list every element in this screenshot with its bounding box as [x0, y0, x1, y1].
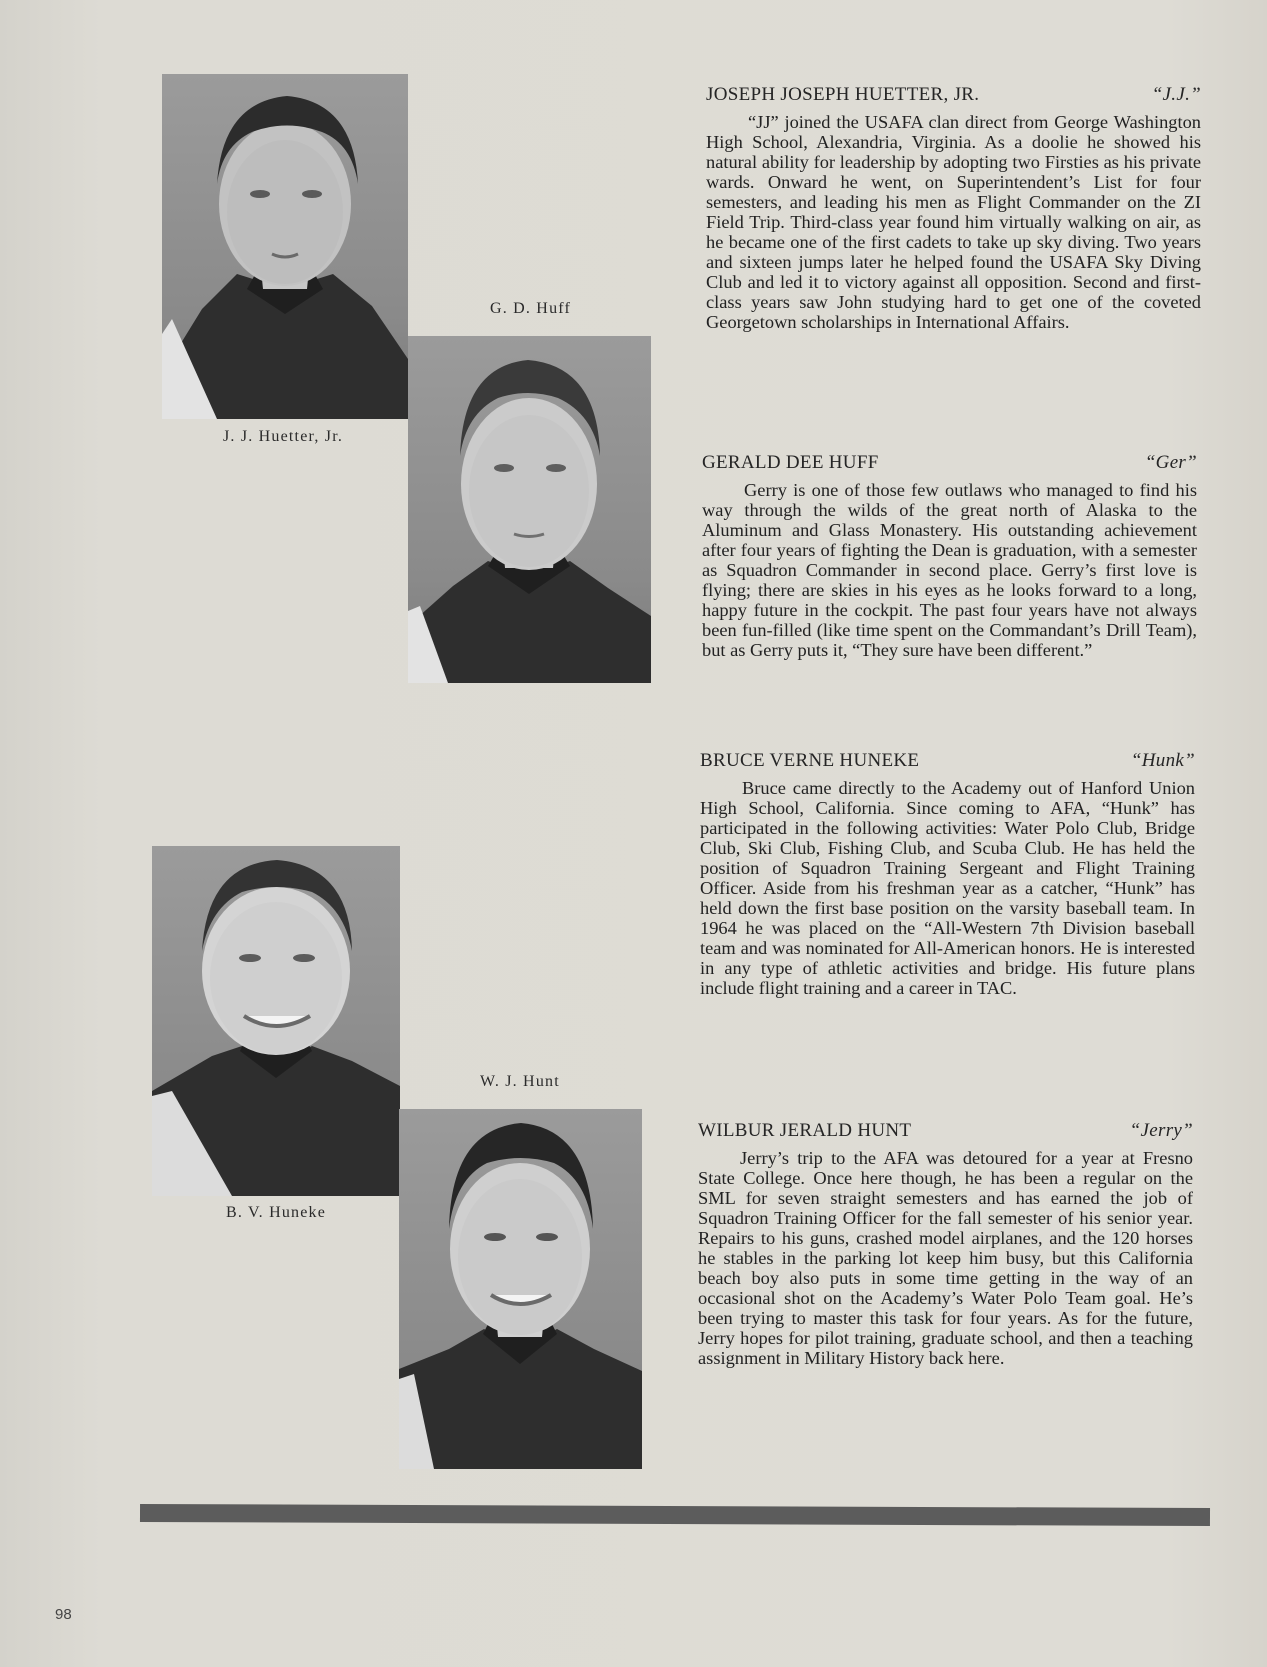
cadet-biography: Bruce came directly to the Academy out of Hanford Union High School, California. Since coming to AFA, “Hunk” has participated in the following activities: Water Polo Club, Bridge Club, Ski Club, Fishing Club, and Scuba Club. He has held the position of Squadron Training Sergeant and Flight Training Officer. Aside from his freshman year as a catcher, “Hunk” has held down the first base position on the varsity baseball team. In 1964 he was placed on the “All-Western 7th Division baseball team and was nominated for All-American honors. He is interested in any type of athletic activities and bridge. His future plans include flight training and a career in TAC.	[700, 778, 1195, 998]
portrait-caption: G. D. Huff	[490, 300, 572, 317]
portrait-photo-huff	[408, 336, 651, 683]
portrait-caption: B. V. Huneke	[226, 1204, 327, 1221]
cadet-name: JOSEPH JOSEPH HUETTER, JR.	[706, 84, 980, 105]
portrait-caption: W. J. Hunt	[480, 1073, 560, 1090]
entry-header	[698, 1120, 1193, 1142]
cadet-name: BRUCE VERNE HUNEKE	[700, 750, 920, 771]
biography-entry	[700, 750, 1195, 998]
cadet-biography: Jerry’s trip to the AFA was detoured for a year at Fresno State College. Once here though, he has been a regular on the SML for seven straight semesters and has earned the job of Squadron Training Officer for the fall semester of his senior year. Repairs to his guns, crashed model airplanes, and the 120 horses he stables in the parking lot keep him busy, but this California beach boy also puts in some time getting in the way of an occasional shot on the Academy’s Water Polo Team goal. He’s been trying to master this task for four years. As for the future, Jerry hopes for pilot training, graduate school, and then a teaching assignment in Military History back here.	[698, 1148, 1193, 1368]
portrait-photo-hunt	[399, 1109, 642, 1469]
biography-entry	[698, 1120, 1193, 1368]
entry-header	[700, 750, 1195, 772]
cadet-nickname: “Hunk”	[1130, 750, 1195, 771]
entry-header	[702, 452, 1197, 474]
entry-header	[706, 84, 1201, 106]
cadet-nickname: “Jerry”	[1129, 1120, 1193, 1141]
biography-entry	[706, 84, 1201, 332]
cadet-nickname: “Ger”	[1144, 452, 1197, 473]
cadet-biography: Gerry is one of those few outlaws who managed to find his way through the wilds of the great north of Alaska to the Aluminum and Glass Monastery. His outstanding achievement after four years of fighting the Dean is graduation, with a semester as Squadron Commander in second place. Gerry’s first love is flying; there are skies in his eyes as he looks forward to a long, happy future in the cockpit. The past four years have not always been fun-filled (like time spent on the Commandant’s Drill Team), but as Gerry puts it, “They sure have been different.”	[702, 480, 1197, 660]
portrait-photo-huetter	[162, 74, 408, 419]
cadet-biography: “JJ” joined the USAFA clan direct from George Washington High School, Alexandria, Virginia. As a doolie he showed his natural ability for leadership by adopting two Firsties as his private wards. Onward he went, on Superintendent’s List for four semesters, and leading his men as Flight Commander on the ZI Field Trip. Third-class year found him virtually walking on air, as he became one of the first cadets to take up sky diving. Two years and sixteen jumps later he helped found the USAFA Sky Diving Club and led it to victory against all opposition. Second and first-class years saw John studying hard to get one of the coveted Georgetown scholarships in International Affairs.	[706, 112, 1201, 332]
portrait-photo-huneke	[152, 846, 400, 1196]
cadet-name: GERALD DEE HUFF	[702, 452, 879, 473]
page-number: 98	[55, 1606, 72, 1623]
cadet-name: WILBUR JERALD HUNT	[698, 1120, 912, 1141]
biography-entry	[702, 452, 1197, 660]
cadet-nickname: “J.J.”	[1151, 84, 1201, 105]
portrait-caption: J. J. Huetter, Jr.	[223, 428, 344, 445]
footer-rule	[140, 1504, 1210, 1526]
